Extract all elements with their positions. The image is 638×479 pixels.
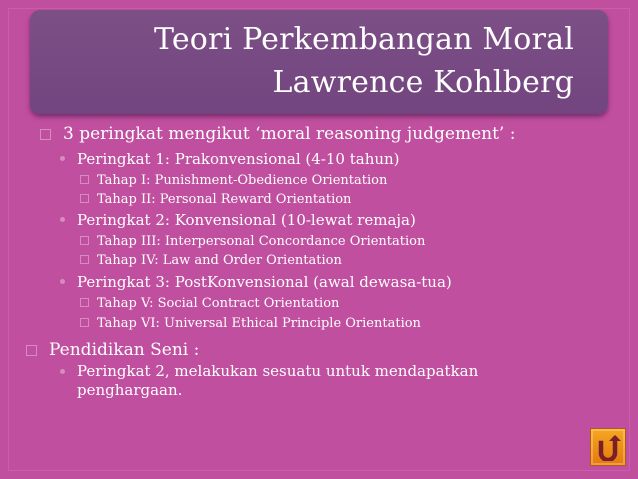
square-bullet-icon [80, 236, 89, 245]
dot-bullet-icon [60, 369, 65, 374]
sub-item-text: Peringkat 2, melakukan sesuatu untuk mendapatkan penghargaan. [77, 362, 479, 399]
level-item-1 [56, 150, 400, 168]
dot-bullet-icon [60, 156, 65, 161]
stage-item [80, 253, 342, 268]
bullet-point-2 [26, 340, 199, 360]
square-bullet-icon [40, 129, 51, 140]
title-line-1: Teori Perkembangan Moral [153, 22, 574, 57]
bullet-point-1 [40, 124, 515, 144]
square-bullet-icon [80, 175, 89, 184]
level-item-3 [56, 273, 452, 291]
title-line-2: Lawrence Kohlberg [272, 65, 574, 100]
stage-label: Tahap II: Personal Reward Orientation [97, 192, 352, 207]
stage-item [80, 173, 387, 188]
dot-bullet-icon [60, 217, 65, 222]
square-bullet-icon [80, 194, 89, 203]
level-label: Peringkat 3: PostKonvensional (awal dewasa-tua) [77, 273, 452, 291]
stage-label: Tahap V: Social Contract Orientation [97, 296, 340, 311]
return-nav-button[interactable] [590, 428, 626, 466]
stage-item [80, 192, 351, 207]
stage-item [80, 316, 421, 331]
bullet-text: 3 peringkat mengikut ‘moral reasoning judgement’ : [63, 124, 516, 144]
return-arrow-icon [595, 433, 621, 461]
dot-bullet-icon [60, 279, 65, 284]
stage-label: Tahap VI: Universal Ethical Principle Orientation [97, 316, 421, 331]
slide-title [34, 18, 574, 104]
square-bullet-icon [80, 255, 89, 264]
stage-label: Tahap I: Punishment-Obedience Orientation [97, 173, 388, 188]
level-label: Peringkat 2: Konvensional (10-lewat remaja) [77, 211, 416, 229]
square-bullet-icon [26, 345, 37, 356]
stage-item [80, 234, 425, 249]
square-bullet-icon [80, 318, 89, 327]
stage-label: Tahap III: Interpersonal Concordance Orientation [97, 234, 426, 249]
square-bullet-icon [80, 298, 89, 307]
level-label: Peringkat 1: Prakonvensional (4-10 tahun) [77, 150, 400, 168]
stage-label: Tahap IV: Law and Order Orientation [97, 253, 342, 268]
title-box [30, 10, 608, 114]
stage-item [80, 296, 339, 311]
level-item-2 [56, 211, 416, 229]
bullet-text: Pendidikan Seni : [49, 340, 200, 360]
point-2-sub-item [56, 362, 537, 400]
